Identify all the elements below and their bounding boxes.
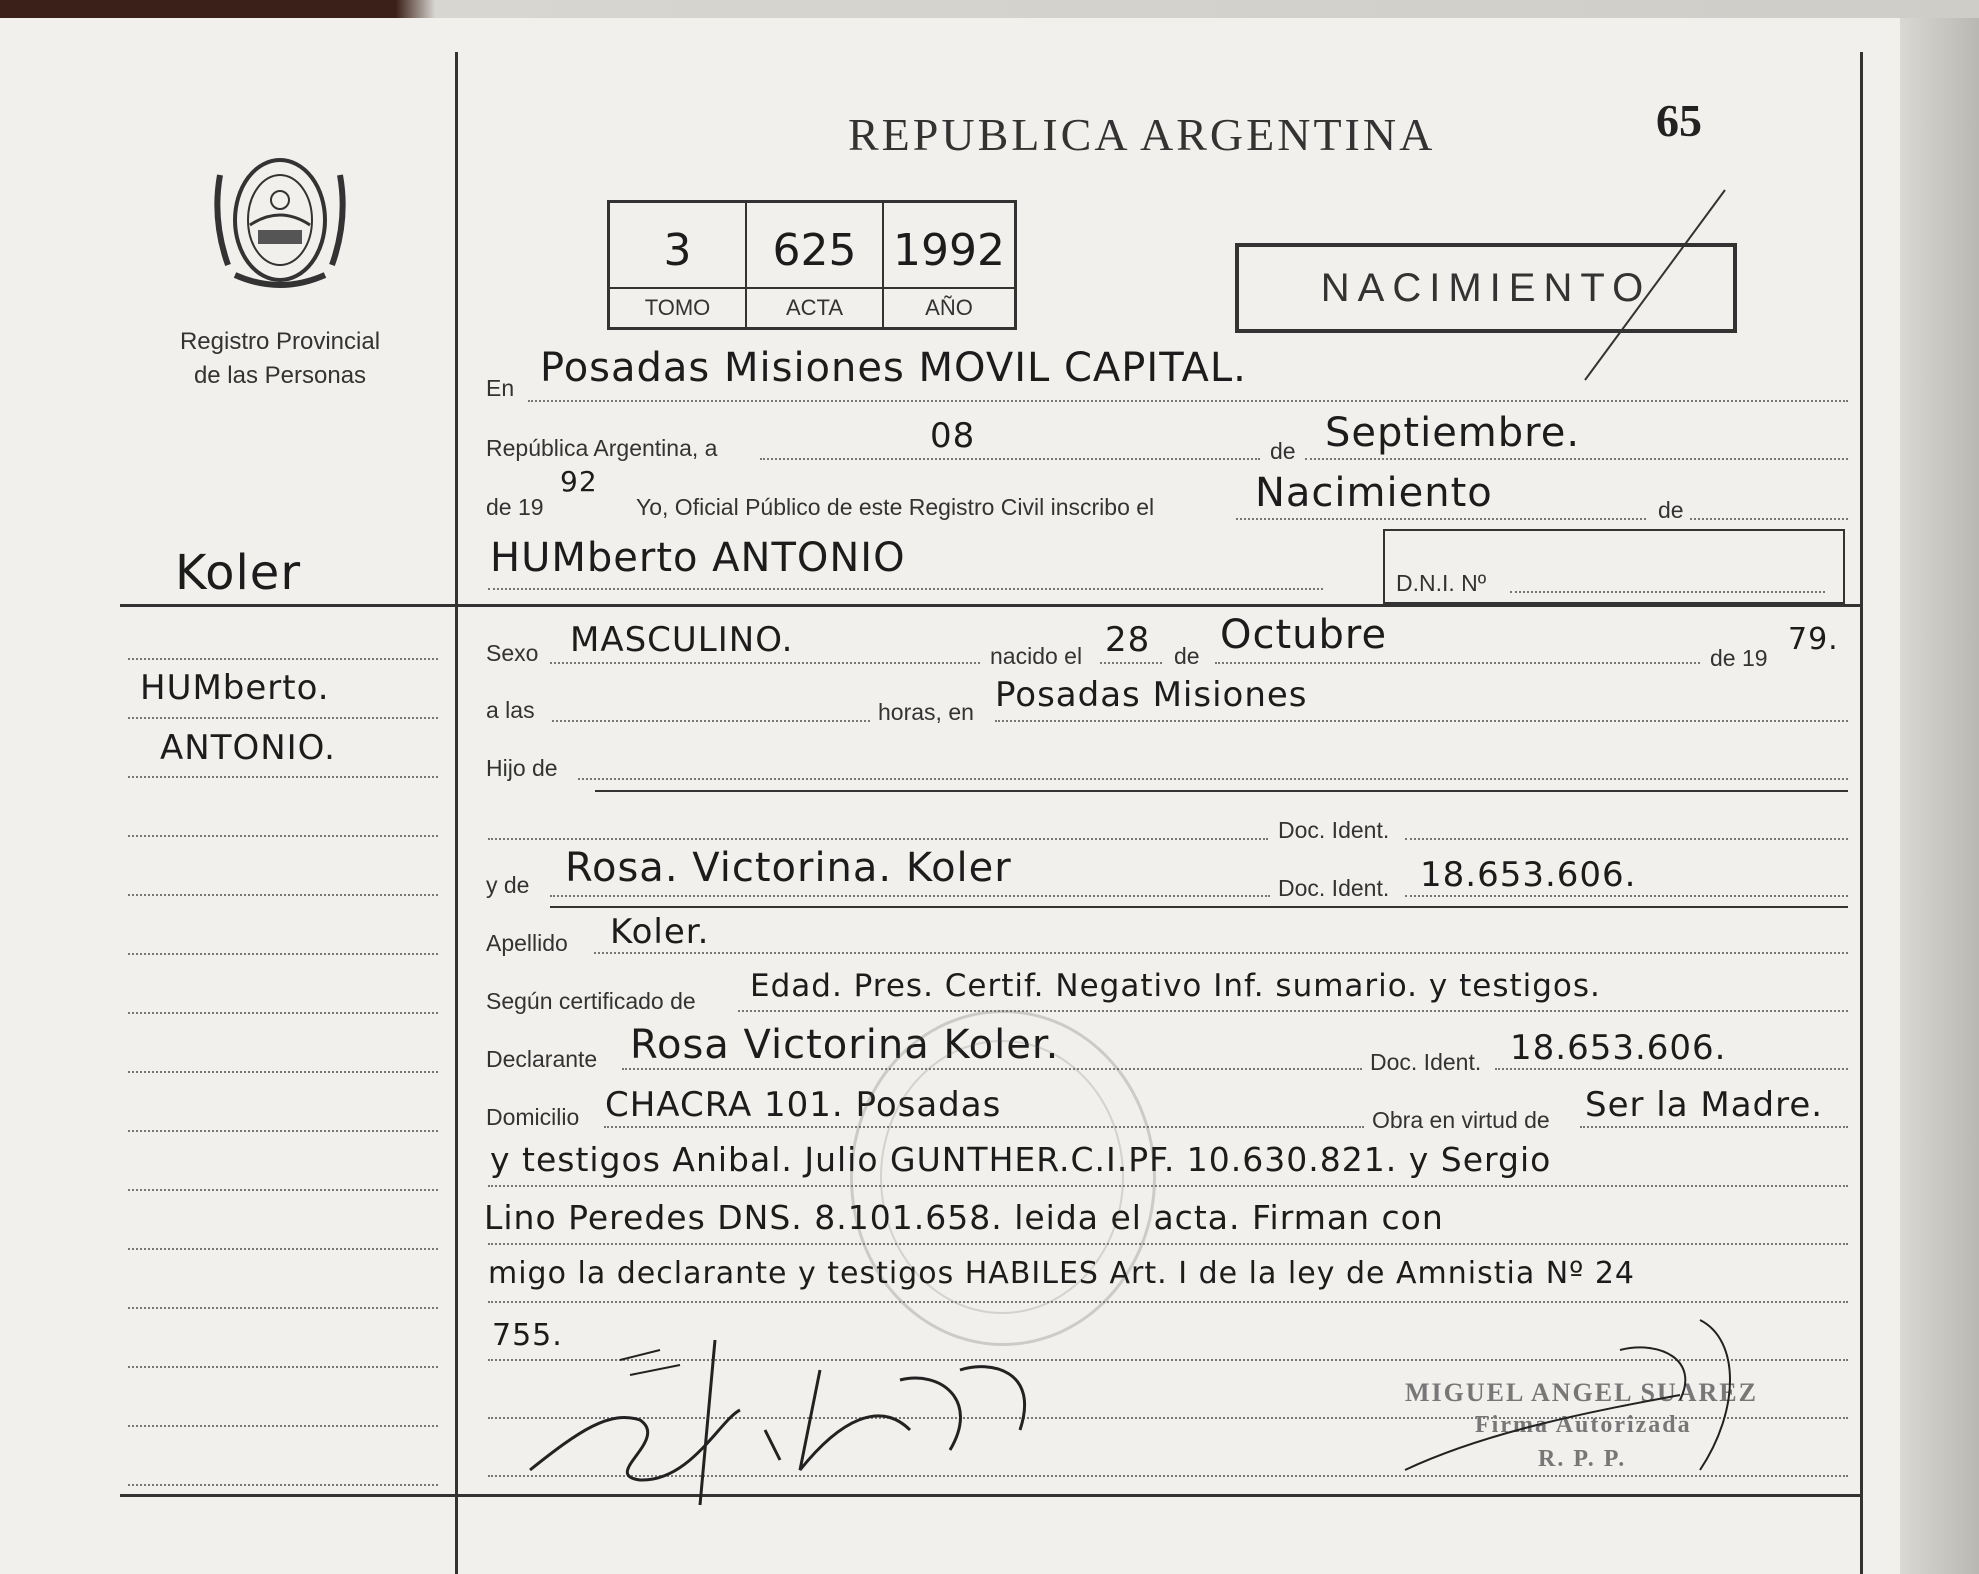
de-label: de — [1270, 438, 1296, 464]
apellido-label: Apellido — [486, 930, 568, 956]
stamp-title: Firma Autorizada — [1475, 1412, 1692, 1438]
month-line — [1305, 458, 1848, 460]
hijo-underline — [595, 790, 1848, 792]
text-line-4: 755. — [492, 1318, 563, 1353]
page-edge — [1900, 18, 1979, 1574]
name-value: HUMberto ANTONIO — [490, 535, 906, 581]
margin-line — [128, 658, 438, 660]
record-grid — [607, 200, 1017, 330]
de-line-2 — [1690, 518, 1848, 520]
margin-line — [128, 1189, 438, 1191]
republica-label: República Argentina, a — [486, 435, 718, 461]
text-line-1: y testigos Anibal. Julio GUNTHER.C.I.PF. 10.630.821. y Sergio — [490, 1140, 1552, 1179]
registry-name-line2: de las Personas — [193, 362, 367, 389]
registry-name-line1: Registro Provincial — [179, 328, 381, 355]
margin-line — [128, 1071, 438, 1073]
diagonal-strike — [1580, 185, 1730, 385]
dni-label: D.N.I. Nº — [1396, 570, 1487, 596]
sexo-line — [550, 662, 980, 664]
margin-line — [128, 717, 438, 719]
name-line — [488, 588, 1323, 590]
dni-line — [1510, 591, 1825, 593]
hijo-line — [578, 778, 1848, 780]
apellido-value: Koler. — [610, 912, 710, 952]
sexo-label: Sexo — [486, 640, 539, 666]
mother-underline — [550, 906, 1848, 908]
obra-label: Obra en virtud de — [1372, 1107, 1550, 1133]
mother-doc: 18.653.606. — [1420, 855, 1637, 895]
father-doc-label: Doc. Ident. — [1278, 817, 1390, 843]
obra-line — [1580, 1126, 1848, 1128]
stamp-officer-name: MIGUEL ANGEL SUAREZ — [1405, 1378, 1758, 1407]
year-value: 92 — [560, 465, 598, 498]
hijo-label: Hijo de — [486, 755, 558, 781]
obra-value: Ser la Madre. — [1585, 1085, 1824, 1125]
month-value: Septiembre. — [1325, 410, 1581, 456]
margin-line — [128, 953, 438, 955]
de-label-3: de — [1174, 643, 1200, 669]
stamp-office: R. P. P. — [1538, 1446, 1627, 1472]
margin-line — [128, 1425, 438, 1427]
oficial-label: Yo, Oficial Público de este Registro Civil inscribo el — [636, 494, 1155, 520]
nacido-year: 79. — [1788, 622, 1839, 657]
anio-cell — [884, 203, 1014, 327]
father-doc-line — [1405, 838, 1848, 840]
alas-line — [552, 720, 870, 722]
text-line — [488, 1243, 1848, 1245]
sexo-value: MASCULINO. — [570, 620, 794, 660]
segun-label: Según certificado de — [486, 988, 696, 1014]
horas-label: horas, en — [878, 699, 974, 725]
de19-label-2: de 19 — [1710, 645, 1768, 671]
tomo-value: 3 — [663, 225, 692, 276]
de-label-2: de — [1658, 497, 1684, 523]
nacido-label: nacido el — [990, 643, 1083, 669]
segun-line — [738, 1010, 1848, 1012]
margin-line — [128, 894, 438, 896]
alas-label: a las — [486, 697, 535, 723]
inscribo-value: Nacimiento — [1255, 470, 1493, 516]
de19-label: de 19 — [486, 494, 544, 520]
text-line — [488, 1185, 1848, 1187]
en-line — [528, 400, 1848, 402]
domicilio-label: Domicilio — [486, 1104, 580, 1130]
nacido-month: Octubre — [1220, 612, 1388, 658]
witness-signatures — [520, 1300, 1120, 1520]
margin-line — [128, 1130, 438, 1132]
margin-given-name-2: ANTONIO. — [160, 728, 336, 768]
acta-label: ACTA — [747, 287, 882, 327]
mother-line — [550, 895, 1270, 897]
day-line — [760, 458, 1260, 460]
nacido-day: 28 — [1105, 620, 1151, 660]
declarante-doc: 18.653.606. — [1510, 1028, 1727, 1068]
yde-label: y de — [486, 872, 530, 898]
page-number: 65 — [1656, 95, 1702, 146]
declarante-doc-label: Doc. Ident. — [1370, 1049, 1482, 1075]
segun-value: Edad. Pres. Certif. Negativo Inf. sumario. y testigos. — [750, 968, 1601, 1004]
registry-name — [140, 325, 420, 393]
mother-doc-line — [1405, 895, 1848, 897]
right-border — [1860, 52, 1863, 1574]
margin-line — [128, 1307, 438, 1309]
margin-line — [128, 776, 438, 778]
provincial-seal-icon — [210, 145, 350, 300]
nacido-day-line — [1100, 662, 1162, 664]
day-value: 08 — [930, 416, 976, 456]
anio-label: AÑO — [884, 287, 1014, 327]
margin-line — [128, 1366, 438, 1368]
header-divider — [120, 604, 1862, 607]
declarante-doc-line — [1495, 1068, 1848, 1070]
father-line — [488, 838, 1268, 840]
text-line-3: migo la declarante y testigos HABILES Art. I de la ley de Amnistia Nº 24 — [488, 1256, 1636, 1291]
horas-value: Posadas Misiones — [995, 675, 1308, 715]
declarante-label: Declarante — [486, 1046, 598, 1072]
margin-line — [128, 1484, 438, 1486]
margin-given-name-1: HUMberto. — [140, 668, 330, 708]
declarante-value: Rosa Victorina Koler. — [630, 1022, 1060, 1068]
inscribo-line — [1236, 518, 1646, 520]
tomo-cell — [610, 203, 747, 327]
acta-value: 625 — [772, 225, 857, 276]
en-value: Posadas Misiones MOVIL CAPITAL. — [540, 345, 1247, 391]
tomo-label: TOMO — [610, 287, 745, 327]
mother-doc-label: Doc. Ident. — [1278, 875, 1390, 901]
margin-line — [128, 835, 438, 837]
domicilio-value: CHACRA 101. Posadas — [605, 1085, 1002, 1125]
margin-line — [128, 1248, 438, 1250]
mother-value: Rosa. Victorina. Koler — [565, 845, 1012, 891]
document-type-box: NACIMIENTO — [1235, 243, 1737, 333]
margin-divider — [455, 52, 458, 1574]
acta-cell — [747, 203, 884, 327]
en-label: En — [486, 375, 515, 401]
apellido-line — [594, 952, 1848, 954]
page-title: REPUBLICA ARGENTINA — [848, 109, 1436, 160]
horas-line — [995, 720, 1848, 722]
nacido-month-line — [1215, 662, 1700, 664]
text-line-2: Lino Peredes DNS. 8.101.658. leida el acta. Firman con — [484, 1198, 1444, 1237]
margin-surname: Koler — [175, 545, 302, 601]
margin-line — [128, 1012, 438, 1014]
anio-value: 1992 — [893, 225, 1005, 276]
officer-signature — [1400, 1300, 1760, 1480]
